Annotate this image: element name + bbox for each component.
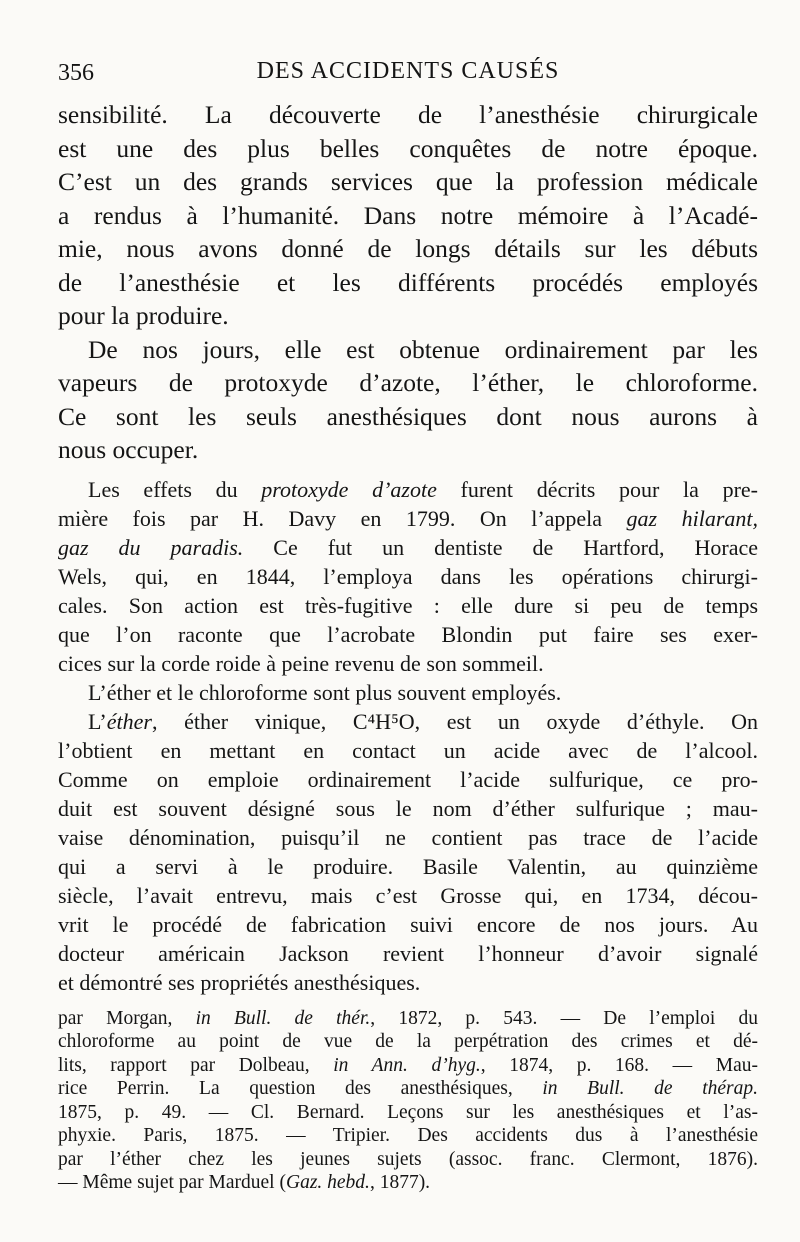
text-line: Ce sont les seuls anesthésiques dont nous aurons à bbox=[58, 401, 758, 431]
text-run: Les effets du bbox=[88, 476, 262, 502]
italic-term: protoxyde d’azote bbox=[261, 476, 437, 502]
footnote-line: chloroforme au point de vue de la perpétration des crimes et dé- bbox=[58, 1031, 758, 1052]
paragraph-protoxyde bbox=[58, 475, 758, 678]
text-line: Comme on emploie ordinairement l’acide sulfurique, ce pro- bbox=[58, 766, 758, 792]
text-line: C’est un des grands services que la profession médicale bbox=[58, 167, 758, 196]
text-line: docteur américain Jackson revient l’honneur d’avoir signalé bbox=[58, 940, 758, 966]
footnote-line: phyxie. Paris, 1875. — Tripier. Des accidents dus à l’anesthésie bbox=[58, 1125, 758, 1146]
text-line bbox=[58, 707, 758, 736]
footnote-line: 1875, p. 49. — Cl. Bernard. Leçons sur les anesthésiques et l’as- bbox=[58, 1101, 758, 1123]
footnote-line bbox=[58, 1171, 758, 1195]
italic-citation: in Bull. de thér. bbox=[195, 1007, 371, 1029]
text-line: de l’anesthésie et les différents procédés employés bbox=[58, 267, 758, 297]
text-run: rice Perrin. La question des anesthésiques, bbox=[58, 1078, 543, 1099]
paragraph-anesthesia-intro bbox=[58, 98, 758, 333]
text-line: est une des plus belles conquêtes de notre époque. bbox=[58, 133, 758, 163]
text-run: — Même sujet par Marduel ( bbox=[58, 1172, 286, 1193]
footnote-line bbox=[58, 1054, 758, 1078]
text-line: cales. Son action est très-fugitive : elle dure si peu de temps bbox=[58, 592, 758, 618]
text-run: , éther vinique, C⁴H⁵O, est un oxyde d’éthyle. On bbox=[151, 708, 758, 734]
text-run: L’ bbox=[88, 708, 107, 734]
text-line: Wels, qui, en 1844, l’employa dans les opérations chirurgi- bbox=[58, 563, 758, 589]
book-page bbox=[58, 58, 758, 1195]
text-line: cices sur la corde roide à peine revenu de son sommeil. bbox=[58, 650, 544, 676]
text-line: L’éther et le chloroforme sont plus souvent employés. bbox=[88, 679, 562, 705]
text-run: furent décrits pour la pre- bbox=[436, 476, 758, 502]
footnote-line bbox=[58, 1077, 758, 1101]
footnote bbox=[58, 1007, 758, 1195]
page-number: 356 bbox=[58, 60, 94, 86]
text-run: lits, rapport par Dolbeau, bbox=[58, 1054, 334, 1076]
text-line: mie, nous avons donné de longs détails sur les débuts bbox=[58, 234, 758, 263]
italic-citation: in Bull. de thérap. bbox=[542, 1078, 758, 1099]
text-line bbox=[58, 533, 758, 562]
text-run: , 1877). bbox=[369, 1172, 431, 1193]
text-line: qui a servi à le produire. Basile Valentin, au quinzième bbox=[58, 853, 758, 879]
italic-term: gaz du paradis. bbox=[58, 534, 244, 560]
text-line: a rendus à l’humanité. Dans notre mémoire à l’Acadé- bbox=[58, 200, 758, 230]
footnote-line bbox=[58, 1007, 758, 1031]
text-line: sensibilité. La découverte de l’anesthésie chirurgicale bbox=[58, 100, 758, 129]
running-title: DES ACCIDENTS CAUSÉS bbox=[256, 58, 560, 84]
text-run: , 1872, p. 543. — De l’emploi du bbox=[370, 1007, 758, 1029]
text-line: pour la produire. bbox=[58, 301, 229, 330]
text-run: Ce fut un dentiste de Hartford, Horace bbox=[243, 534, 759, 560]
text-line: et démontré ses propriétés anesthésiques. bbox=[58, 969, 421, 995]
paragraph-ether bbox=[58, 707, 758, 997]
text-line: duit est souvent désigné sous le nom d’éther sulfurique ; mau- bbox=[58, 795, 758, 821]
text-line: l’obtient en mettant en contact un acide avec de l’alcool. bbox=[58, 737, 758, 763]
text-line: que l’on raconte que l’acrobate Blondin put faire ses exer- bbox=[58, 621, 758, 647]
italic-term: éther bbox=[106, 708, 152, 734]
text-line: vaise dénomination, puisqu’il ne contient pas trace de l’acide bbox=[58, 824, 758, 850]
text-line: nous occuper. bbox=[58, 435, 199, 464]
text-line: vrit le procédé de fabrication suivi encore de nos jours. Au bbox=[58, 911, 758, 937]
paragraph-anesthetics bbox=[58, 333, 758, 467]
italic-citation: in Ann. d’hyg. bbox=[333, 1054, 481, 1076]
paragraph-ether-chloroform bbox=[58, 678, 758, 707]
italic-citation: Gaz. hebd. bbox=[285, 1172, 370, 1193]
text-line: siècle, l’avait entrevu, mais c’est Grosse qui, en 1734, décou- bbox=[58, 882, 758, 908]
footnote-line: par l’éther chez les jeunes sujets (assoc. franc. Clermont, 1876). bbox=[58, 1148, 758, 1170]
text-line: vapeurs de protoxyde d’azote, l’éther, le chloroforme. bbox=[58, 368, 758, 397]
text-line: De nos jours, elle est obtenue ordinairement par les bbox=[88, 334, 758, 364]
page-header bbox=[58, 58, 758, 98]
text-line bbox=[58, 504, 758, 533]
italic-term: gaz hilarant, bbox=[626, 505, 758, 531]
text-run: par Morgan, bbox=[58, 1007, 196, 1029]
text-run: mière fois par H. Davy en 1799. On l’appela bbox=[58, 505, 627, 531]
text-run: , 1874, p. 168. — Mau- bbox=[480, 1054, 758, 1076]
text-line bbox=[58, 475, 758, 504]
